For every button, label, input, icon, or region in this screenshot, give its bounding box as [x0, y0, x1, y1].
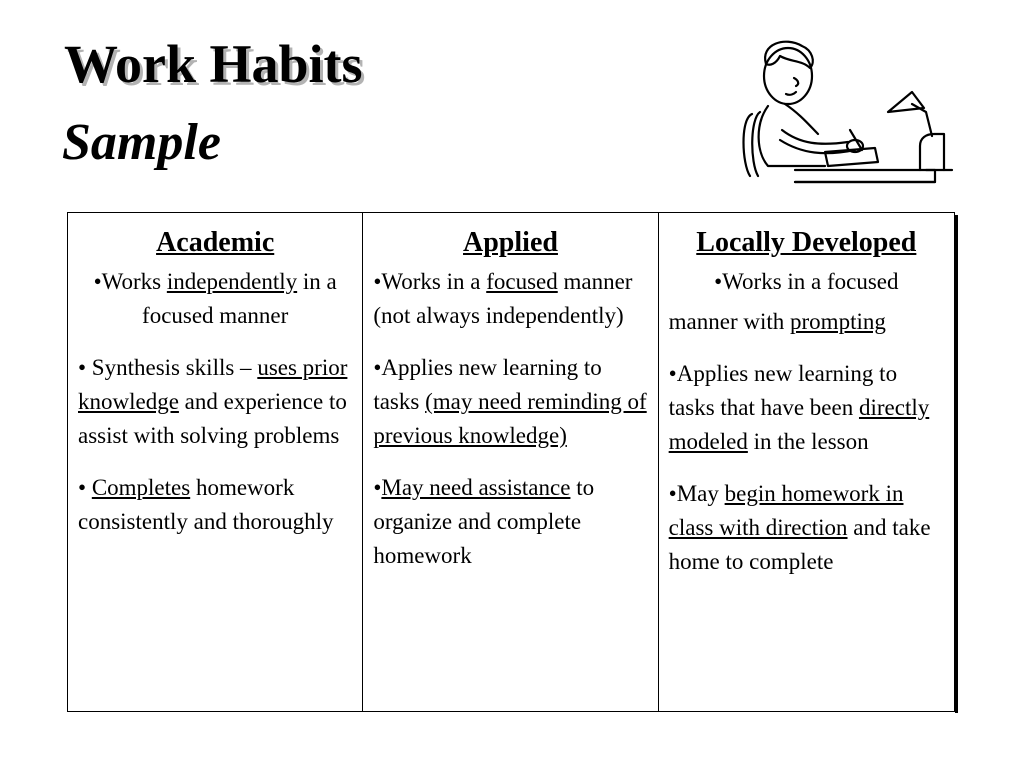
column-header-applied: Applied [463, 227, 558, 258]
underlined-text: independently [166, 269, 298, 294]
text-segment: •Applies new learning to tasks [373, 355, 602, 414]
text-segment: manner (not always independently) [373, 269, 633, 328]
text-segment: in the lesson [747, 429, 869, 454]
slide-title: Work Habits [64, 34, 363, 94]
student-writing-at-desk-icon [690, 34, 970, 194]
text-segment: •Works in a focused [714, 269, 899, 294]
underlined-text: begin homework in class with direction [668, 481, 904, 540]
text-segment: to organize and complete homework [373, 475, 595, 568]
underlined-text: directly modeled [668, 395, 930, 454]
column-academic [68, 213, 363, 711]
text-segment: in a focused manner [142, 269, 337, 328]
slide-subtitle: Sample [62, 114, 221, 171]
text-segment: •Works in a [373, 269, 487, 294]
text-segment: •May [668, 481, 725, 506]
text-segment: homework consistently and thoroughly [78, 475, 334, 534]
academic-item-2 [78, 351, 352, 453]
academic-item-3 [78, 471, 352, 539]
underlined-text: prompting [790, 309, 886, 334]
text-segment: and experience to assist with solving problems [78, 389, 347, 448]
underlined-text: focused [486, 269, 558, 294]
underlined-text: (may need reminding of previous knowledge) [373, 389, 647, 448]
underlined-text: uses prior knowledge [78, 355, 348, 414]
applied-item-2 [373, 351, 647, 453]
column-applied [363, 213, 658, 711]
text-segment: • Synthesis skills – [78, 355, 258, 380]
column-header-locally-developed: Locally Developed [696, 227, 917, 258]
applied-item-1 [373, 265, 647, 333]
text-segment: manner with [668, 309, 791, 334]
text-segment: and take home to complete [668, 515, 931, 574]
academic-item-1 [78, 265, 352, 333]
column-locally-developed [659, 213, 954, 711]
local-item-2 [669, 357, 944, 459]
text-segment: • [373, 475, 382, 500]
work-habits-table [67, 212, 955, 712]
local-item-1 [669, 265, 944, 339]
column-header-academic: Academic [156, 227, 275, 258]
underlined-text: May need assistance [381, 475, 571, 500]
underlined-text: Completes [91, 475, 191, 500]
text-segment: •Works [93, 269, 167, 294]
text-segment: • [78, 475, 92, 500]
applied-item-3 [373, 471, 647, 573]
text-segment: •Applies new learning to tasks that have been [668, 361, 898, 420]
local-item-3 [669, 477, 944, 579]
